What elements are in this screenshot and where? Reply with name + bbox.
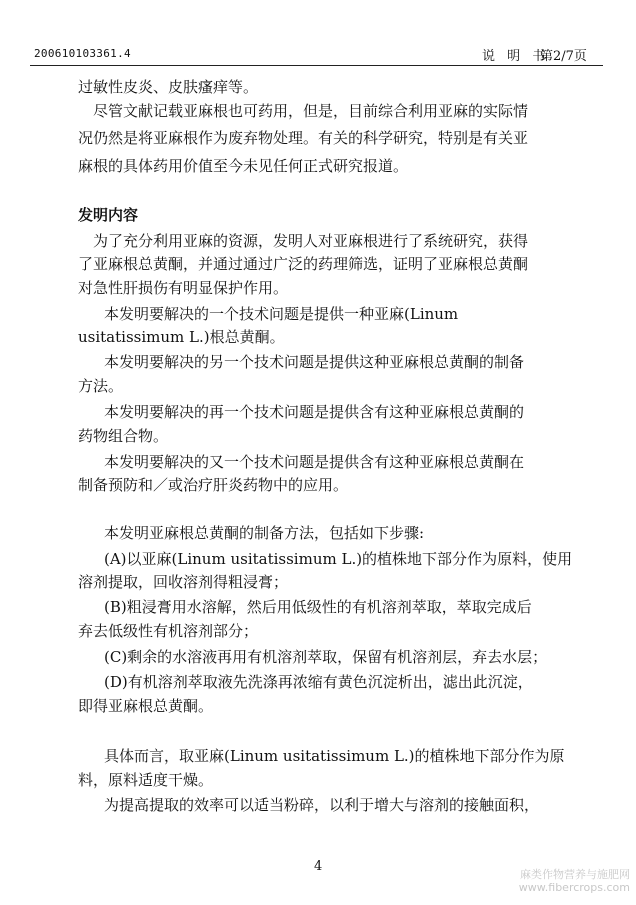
document-type: 说 明 书 [482,49,550,64]
page-info: 第2/7页 [540,49,587,64]
page-number: 4 [314,859,323,874]
body-line: 即得亚麻根总黄酮。 [78,697,214,715]
body-line: 为提高提取的效率可以适当粉碎，以利于增大与溶剂的接触面积， [104,796,540,814]
body-line: 本发明要解决的再一个技术问题是提供含有这种亚麻根总黄酮的 [104,403,525,421]
section-heading: 发明内容 [78,206,139,224]
body-line: 制备预防和／或治疗肝炎药物中的应用。 [78,476,349,494]
body-line: 尽管文献记载亚麻根也可药用，但是，目前综合利用亚麻的实际情 [93,102,529,120]
body-line: 溶剂提取，回收溶剂得粗浸膏； [78,573,289,591]
body-line: (B)粗浸膏用水溶解，然后用低级性的有机溶剂萃取，萃取完成后 [104,598,532,616]
body-line: 本发明要解决的另一个技术问题是提供这种亚麻根总黄酮的制备 [104,353,525,371]
body-line: 麻根的具体药用价值至今未见任何正式研究报道。 [78,157,409,175]
watermark: 麻类作物营养与施肥网 www.fibercrops.com [518,868,630,894]
body-line: 药物组合物。 [78,427,169,445]
body-line: 了亚麻根总黄酮，并通过通过广泛的药理筛选，证明了亚麻根总黄酮 [78,255,529,273]
document-number: 200610103361.4 [34,47,131,60]
body-line: 况仍然是将亚麻根作为废弃物处理。有关的科学研究，特别是有关亚 [78,129,529,147]
body-line: 本发明亚麻根总黄酮的制备方法，包括如下步骤: [104,524,425,542]
body-line: (C)剩余的水溶液再用有机溶剂萃取，保留有机溶剂层，弃去水层； [104,648,548,666]
header-rule [30,65,603,66]
page-header [0,0,636,70]
body-line: usitatissimum L.)根总黄酮。 [78,328,285,346]
body-line: 弃去低级性有机溶剂部分； [78,622,259,640]
body-line: 过敏性皮炎、皮肤瘙痒等。 [78,78,259,96]
body-line: 为了充分利用亚麻的资源，发明人对亚麻根进行了系统研究，获得 [93,232,529,250]
body-line: 方法。 [78,377,124,395]
body-line: 本发明要解决的一个技术问题是提供一种亚麻(Linum [104,305,459,323]
body-line: (D)有机溶剂萃取液先洗涤再浓缩有黄色沉淀析出，滤出此沉淀， [104,673,533,691]
body-line: 具体而言，取亚麻(Linum usitatissimum L.)的植株地下部分作为原 [104,747,565,765]
body-line: (A)以亚麻(Linum usitatissimum L.)的植株地下部分作为原料，使用 [104,550,573,568]
body-line: 料，原料适度干燥。 [78,771,214,789]
body-line: 本发明要解决的又一个技术问题是提供含有这种亚麻根总黄酮在 [104,453,525,471]
body-line: 对急性肝损伤有明显保护作用。 [78,279,289,297]
